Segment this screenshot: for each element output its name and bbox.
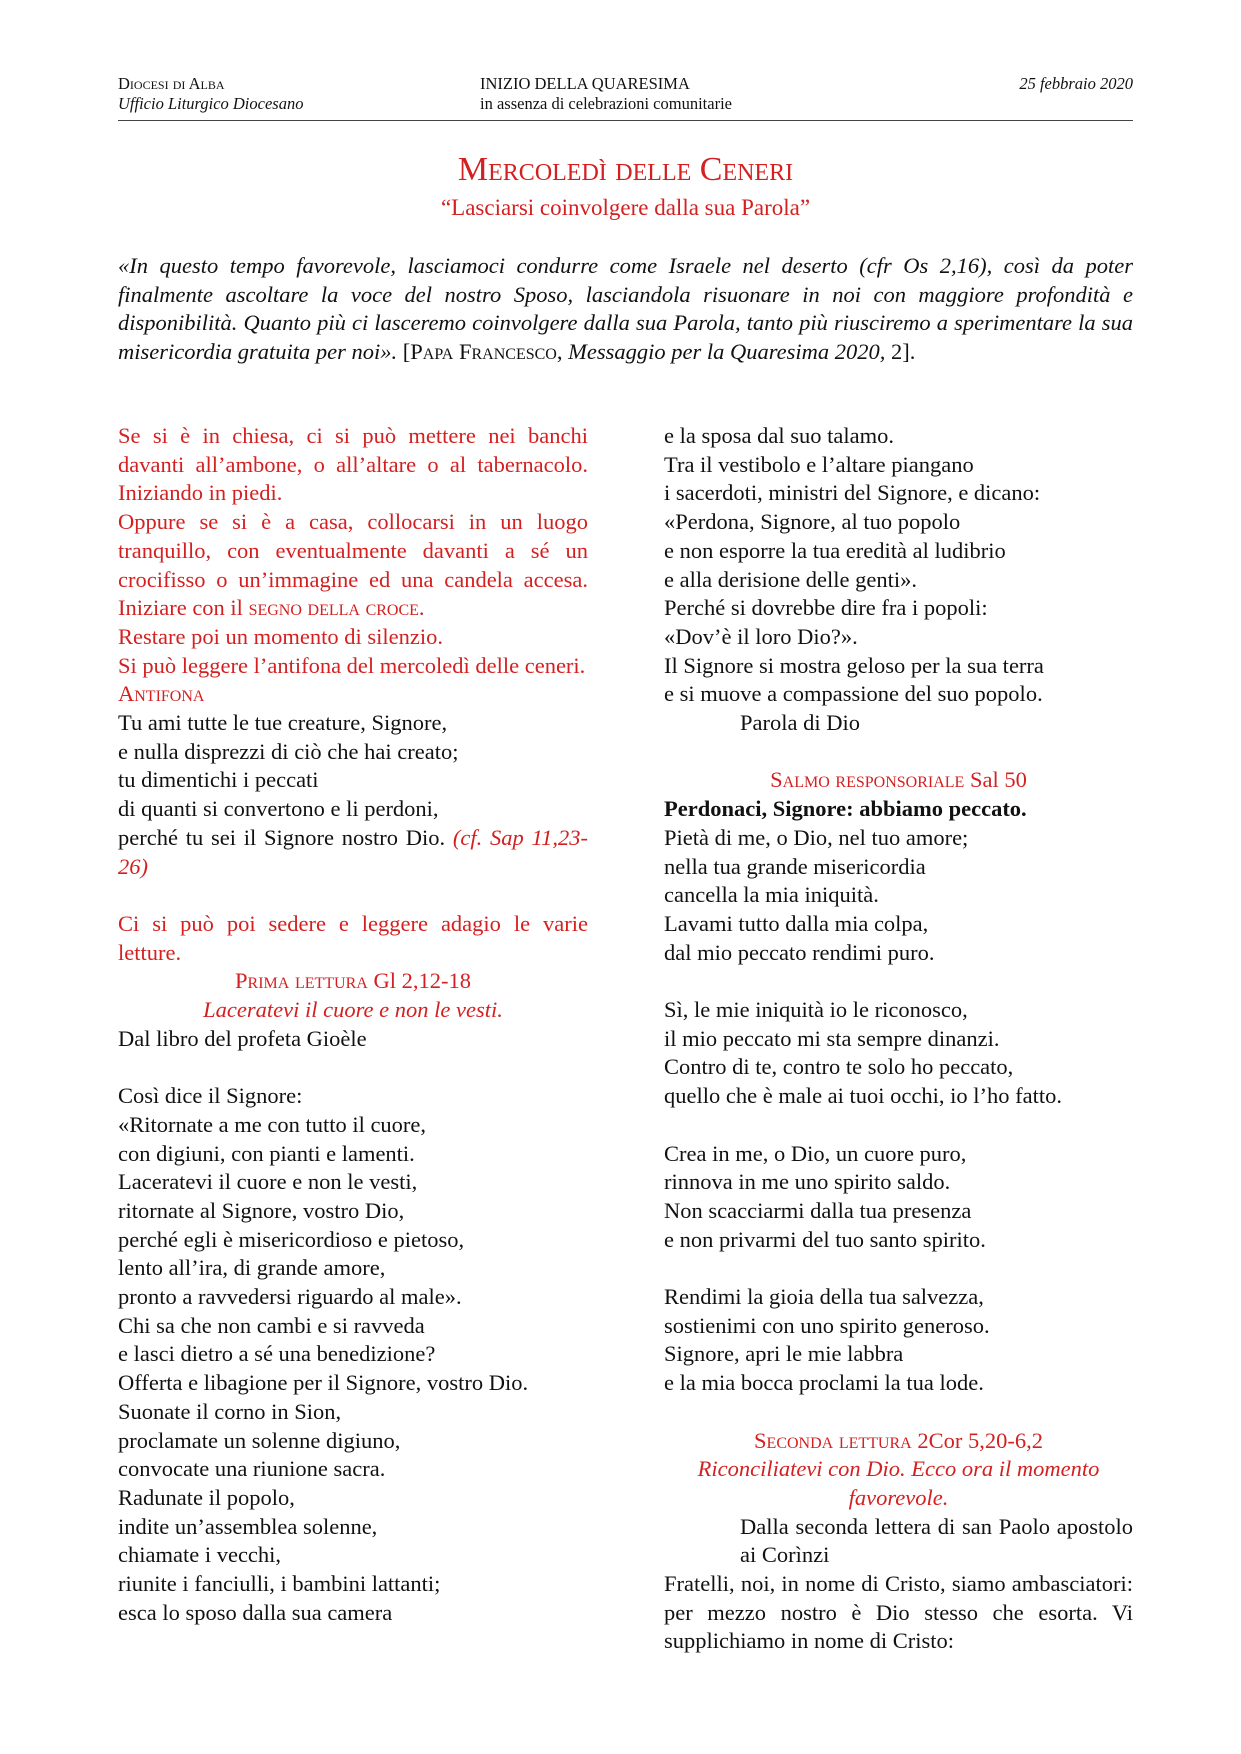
reading-line: Tra il vestibolo e l’altare piangano: [664, 451, 974, 477]
seconda-lettura-label: Seconda lettura: [754, 1427, 912, 1453]
seconda-lettura-heading: [664, 1427, 1133, 1456]
reading-line: Offerta e libagione per il Signore, vostro Dio.: [118, 1370, 529, 1396]
psalm-line: cancella la mia iniquità.: [664, 882, 879, 908]
page-subtitle: “Lasciarsi coinvolgere dalla sua Parola”: [440, 195, 811, 220]
salmo-ref: Sal 50: [969, 767, 1027, 793]
seconda-lettura-ref: 2Cor 5,20-6,2: [917, 1427, 1043, 1453]
reading-line: «Ritornate a me con tutto il cuore,: [118, 1111, 427, 1137]
quote-source-close: 2].: [885, 338, 916, 364]
page-title: Mercoledì delle Ceneri: [457, 151, 794, 188]
spacer: [664, 738, 1133, 767]
quote-text: «In questo tempo favorevole, lasciamoci condurre come Israele nel deserto (cfr Os 2,16), così da poter finalmente ascoltare la voce del nostro Sposo, lasciandola risuonare in noi con maggiore profondità e disponibilità. Quanto più ci lasceremo coinvolgere dalla sua Parola, tanto più riusciremo a sperimentare la sua misericordia gratuita per noi».: [118, 253, 1133, 364]
psalm-line: Crea in me, o Dio, un cuore puro,: [664, 1140, 967, 1166]
antifona-line: e nulla disprezzi di ciò che hai creato;: [118, 738, 459, 764]
psalm-line: Non scacciarmi dalla tua presenza: [664, 1197, 972, 1223]
page-header: [118, 74, 1133, 121]
reading-line: «Perdona, Signore, al tuo popolo: [664, 509, 961, 535]
antifona-line: di quanti si convertono e li perdoni,: [118, 796, 439, 822]
reading-line: proclamate un solenne digiuno,: [118, 1427, 401, 1453]
psalm-line: rinnova in me uno spirito saldo.: [664, 1169, 951, 1195]
opening-quote: [118, 252, 1133, 366]
parola-di-dio: Parola di Dio: [740, 710, 860, 736]
quote-source-sep: ,: [556, 338, 569, 364]
reading-line: Chi sa che non cambi e si ravveda: [118, 1312, 425, 1338]
reading-line: Suonate il corno in Sion,: [118, 1398, 342, 1424]
psalm-line: Sì, le mie iniquità io le riconosco,: [664, 997, 968, 1023]
reading-line: pronto a ravvedersi riguardo al male».: [118, 1284, 462, 1310]
reading-line: convocate una riunione sacra.: [118, 1456, 386, 1482]
psalm-line: e la mia bocca proclami la tua lode.: [664, 1370, 984, 1396]
reading-line: e alla derisione delle genti».: [664, 566, 918, 592]
reading-line: lento all’ira, di grande amore,: [118, 1255, 386, 1281]
psalm-line: il mio peccato mi sta sempre dinanzi.: [664, 1025, 1000, 1051]
psalm-line: Rendimi la gioia della tua salvezza,: [664, 1284, 984, 1310]
reading-line: chiamate i vecchi,: [118, 1542, 282, 1568]
psalm-line: Signore, apri le mie labbra: [664, 1341, 904, 1367]
prima-lettura-ref: Gl 2,12-18: [373, 968, 471, 994]
reading-line: esca lo sposo dalla sua camera: [118, 1599, 393, 1625]
header-subtitle: in assenza di celebrazioni comunitarie: [480, 94, 732, 113]
salmo-ritornello: [664, 795, 1133, 824]
antifona-reference: (cf. Sap 11,23-26): [118, 824, 588, 879]
quote-source-open: [: [397, 338, 411, 364]
header-center: [480, 74, 732, 114]
prima-lettura-subtitle: Laceratevi il cuore e non le vesti.: [203, 997, 503, 1023]
antifona-last-line: [118, 824, 588, 881]
reading-line: e lasci dietro a sé una benedizione?: [118, 1341, 436, 1367]
antifona-last-text: perché tu sei il Signore nostro Dio.: [118, 824, 446, 850]
reading-line: Il Signore si mostra geloso per la sua terra: [664, 652, 1044, 678]
spacer: [664, 1111, 1133, 1140]
psalm-line: e non privarmi del tuo santo spirito.: [664, 1226, 986, 1252]
seconda-lettura-source: Dalla seconda lettera di san Paolo apostolo ai Corìnzi: [740, 1513, 1133, 1568]
left-column: [118, 422, 588, 1628]
reading-line: ritornate al Signore, vostro Dio,: [118, 1197, 405, 1223]
rubric-church: Se si è in chiesa, ci si può mettere nei banchi davanti all’ambone, o all’altare o al tabernacolo. Iniziando in piedi.: [118, 423, 588, 506]
seconda-lettura-subtitle: Riconciliatevi con Dio. Ecco ora il momento favorevole.: [697, 1456, 1100, 1510]
salmo-label: Salmo responsoriale: [770, 767, 965, 793]
psalm-line: dal mio peccato rendimi puro.: [664, 939, 935, 965]
spacer: [118, 881, 588, 910]
reading-line: e si muove a compassione del suo popolo.: [664, 681, 1043, 707]
psalm-line: Pietà di me, o Dio, nel tuo amore;: [664, 824, 969, 850]
ritornello-text: Perdonaci, Signore: abbiamo peccato.: [664, 796, 1027, 822]
reading-line: Laceratevi il cuore e non le vesti,: [118, 1169, 418, 1195]
reading-line: e non esporre la tua eredità al ludibrio: [664, 537, 1006, 563]
psalm-line: nella tua grande misericordia: [664, 853, 926, 879]
rubric-home-end: .: [418, 595, 425, 621]
reading-line: perché egli è misericordioso e pietoso,: [118, 1226, 465, 1252]
spacer: [118, 1053, 588, 1082]
rubric-silence: Restare poi un momento di silenzio.: [118, 623, 443, 649]
prima-lettura-heading: [118, 967, 588, 996]
reading-line: i sacerdoti, ministri del Signore, e dicano:: [664, 480, 1041, 506]
prima-lettura-label: Prima lettura: [235, 968, 368, 994]
rubric-home-text: Oppure se si è a casa, collocarsi in un luogo tranquillo, con eventualmente davanti a sé un crocifisso o un’immagine ed una candela accesa. Iniziare con il: [118, 509, 588, 621]
antifona-line: Tu ami tutte le tue creature, Signore,: [118, 710, 448, 736]
psalm-line: quello che è male ai tuoi occhi, io l’ho fatto.: [664, 1083, 1062, 1109]
reading-line: «Dov’è il loro Dio?».: [664, 623, 858, 649]
spacer: [664, 1254, 1133, 1283]
diocese-name: Diocesi di Alba: [118, 74, 225, 93]
antifona-line: tu dimentichi i peccati: [118, 767, 319, 793]
psalm-line: Lavami tutto dalla mia colpa,: [664, 910, 929, 936]
antifona-label: Antifona: [118, 681, 205, 707]
reading-line: e la sposa dal suo talamo.: [664, 423, 894, 448]
right-column: [664, 422, 1133, 1656]
psalm-line: Contro di te, contro te solo ho peccato,: [664, 1054, 1014, 1080]
rubric-readings: Ci si può poi sedere e leggere adagio le varie letture.: [118, 910, 588, 965]
spacer: [664, 1398, 1133, 1427]
header-date: 25 febbraio 2020: [1019, 74, 1133, 93]
header-left: [118, 74, 303, 114]
reading-line: Così dice il Signore:: [118, 1083, 303, 1109]
rubric-antiphon: Si può leggere l’antifona del mercoledì delle ceneri.: [118, 652, 586, 678]
rubric-home: [118, 508, 588, 623]
psalm-line: sostienimi con uno spirito generoso.: [664, 1312, 990, 1338]
reading-line: con digiuni, con pianti e lamenti.: [118, 1140, 415, 1166]
quote-author: Papa Francesco: [410, 338, 557, 364]
salmo-heading: [664, 766, 1133, 795]
header-title: INIZIO DELLA QUARESIMA: [480, 74, 690, 93]
prima-lettura-source: Dal libro del profeta Gioèle: [118, 1025, 367, 1051]
reading-line: Perché si dovrebbe dire fra i popoli:: [664, 595, 988, 621]
reading-line: Radunate il popolo,: [118, 1484, 295, 1510]
reading-line: riunite i fanciulli, i bambini lattanti;: [118, 1571, 441, 1597]
rubric-sign-of-cross: segno della croce: [248, 595, 419, 621]
reading-line: indite un’assemblea solenne,: [118, 1513, 378, 1539]
seconda-lettura-text: Fratelli, noi, in nome di Cristo, siamo ambasciatori: per mezzo nostro è Dio stesso che esorta. Vi supplichiamo in nome di Cristo:: [664, 1571, 1133, 1654]
quote-work: Messaggio per la Quaresima 2020,: [568, 338, 886, 364]
office-name: Ufficio Liturgico Diocesano: [118, 94, 304, 113]
spacer: [664, 967, 1133, 996]
